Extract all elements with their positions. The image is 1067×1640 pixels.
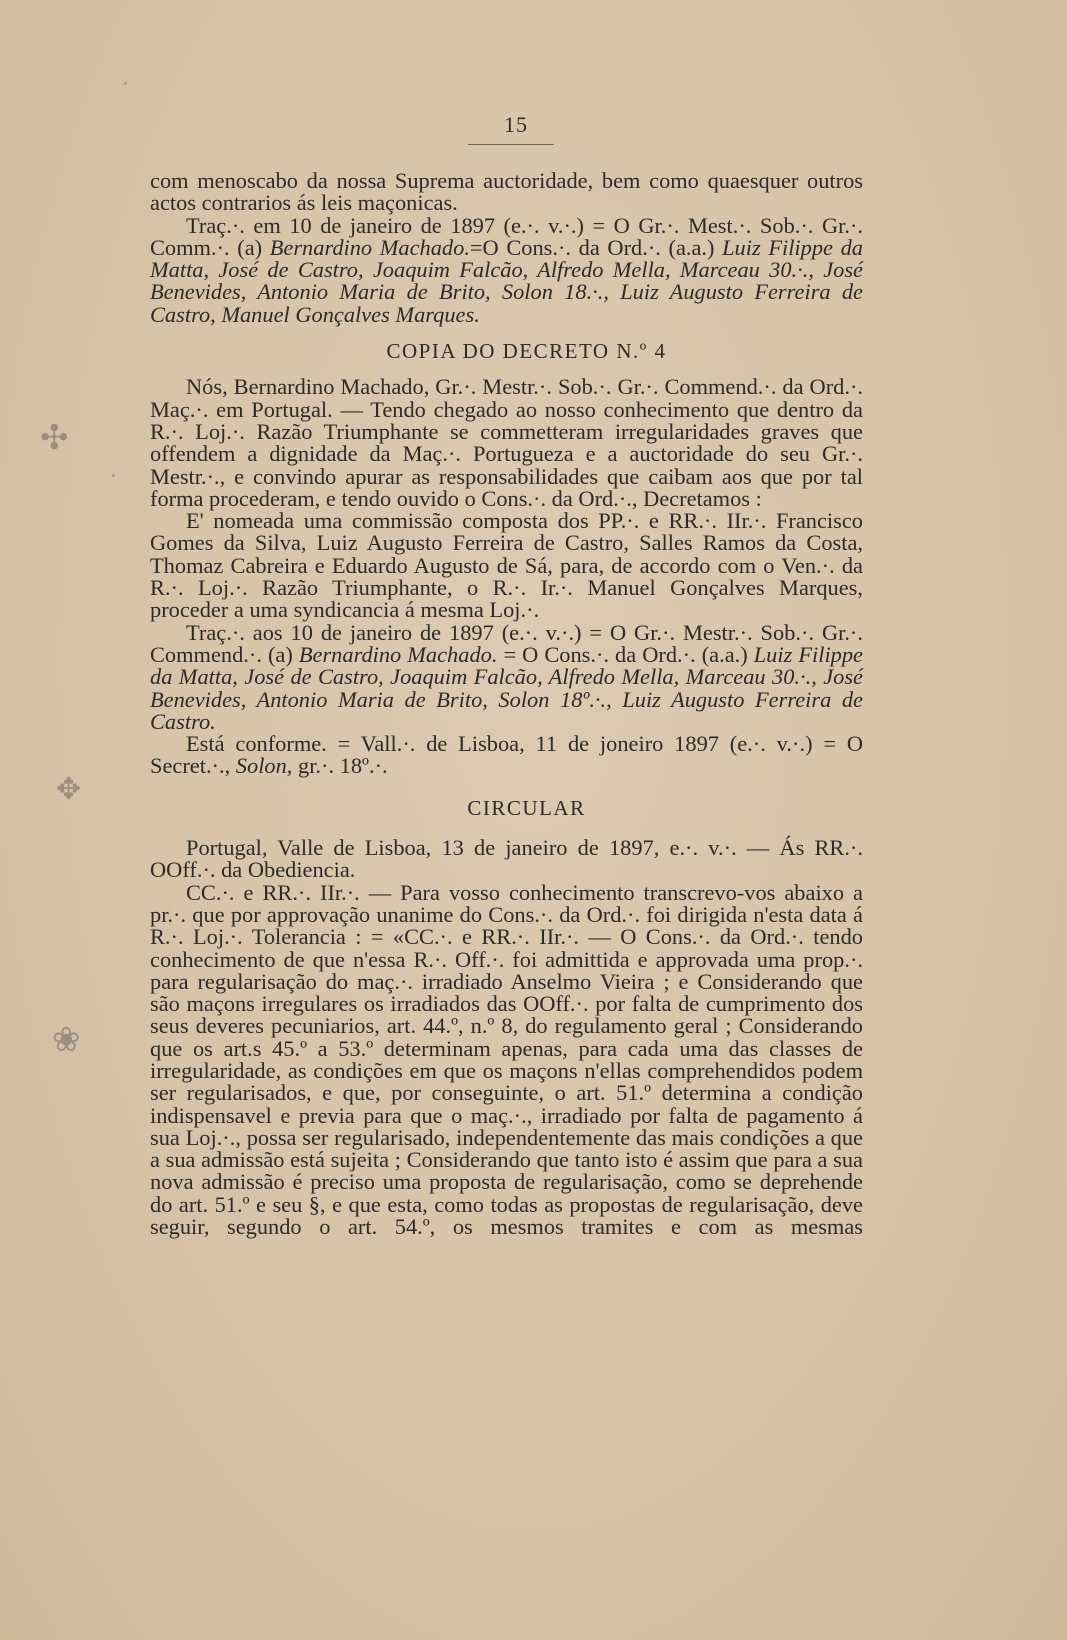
text: =O Cons.·. da Ord.·. (a.a.) [469, 234, 723, 260]
text: = O Cons.·. da Ord.·. (a.a.) [497, 641, 754, 667]
paragraph-signature-1 [150, 212, 863, 327]
page-number: 15 [504, 112, 528, 137]
paragraph-signature-2 [150, 619, 863, 734]
paragraph-attestation [150, 733, 863, 778]
text: E' nomeada uma commissão composta dos PP.·. e RR.·. IIr.·. Francisco Gomes da Silva, Luiz Augusto Ferreira de Castro, Salles Ramos da Costa, Thomaz Cabreira e Eduardo Augusto de Sá, para, de accordo com o Ven.·. da R.·. Loj.·. Razão Triumphante, o R.·. Ir.·. Manuel Gonçalves Marques, proceder a uma syndicancia á mesma Loj.·. [150, 508, 863, 623]
paragraph-continuation [150, 170, 863, 215]
text: com menoscabo da nossa Suprema auctoridade, bem como quaesquer outros actos contrarios ás leis maçonicas. [150, 168, 863, 216]
speck [124, 82, 127, 85]
speck [112, 474, 115, 477]
secretary-name: Solon, [235, 753, 293, 779]
text: Traç.·. em 10 de janeiro de 1897 (e.·. v.·.) = O Gr.·. Mest.·. Sob.·. Gr.·. Comm.·. (a) [150, 212, 863, 260]
text: gr.·. 18º.·. [292, 753, 388, 779]
text: Portugal, Valle de Lisboa, 13 de janeiro de 1897, e.·. v.·. — Ás RR.·. OOff.·. da Obediencia. [150, 835, 863, 883]
signatory-grand-master: Bernardino Machado. [269, 234, 470, 260]
text: Traç.·. aos 10 de janeiro de 1897 (e.·. v.·.) = O Gr.·. Mestr.·. Sob.·. Gr.·. Commend.·. (a) [150, 619, 863, 667]
council-signatories: Luiz Filippe da Matta, José de Castro, Joaquim Falcão, Alfredo Mella, Marceau 30.·., José Benevides, Antonio Maria de Brito, Solon 18.·., Luiz Augusto Ferreira de Castro, Manuel Gonçalves Marques. [150, 234, 863, 327]
council-signatories: Luiz Filippe da Matta, José de Castro, Joaquim Falcão, Alfredo Mella, Marceau 30.·., José Benevides, Antonio Maria de Brito, Solon 18º.·., Luiz Augusto Ferreira de Castro. [150, 641, 863, 734]
text: CC.·. e RR.·. IIr.·. — Para vosso conhecimento transcrevo-vos abaixo a pr.·. que por approvação unanime do Cons.·. da Ord.·. foi dirigida n'esta data á R.·. Loj.·. Tolerancia : = «CC.·. e RR.·. IIr.·. — O Cons.·. da Ord.·. tendo conhecimento de que n'essa R.·. Off.·. foi admittida e approvada uma prop.·. para regularisação do maç.·. irradiado Anselmo Vieira ; e Considerando que são maçons irregulares os irradiados das OOff.·. por falta de cumprimento dos seus deveres pecuniarios, art. 44.º, n.º 8, do regulamento geral ; Considerando que os art.s 45.º a 53.º determinam apenas, para cada uma das classes de irregularidade, as condições em que os maçons n'ellas comprehendidos podem ser regularisados, e que, por conseguinte, o art. 51.º determina a condição indispensavel e previa para que o maç.·., irradiado por falta de pagamento á sua Loj.·., possa ser regularisado, independentemente das mais condições a que a sua admissão está sujeita ; Considerando que tanto isto é assim que para a sua nova admissão é preciso uma proposta de regularisação, como se deprehende do art. 51.º e seu §, e que esta, como todas as propostas de regularisação, deve seguir, segundo o art. 54.º, os mesmos tramites e com as mesmas [150, 879, 863, 1240]
text: Nós, Bernardino Machado, Gr.·. Mestr.·. Sob.·. Gr.·. Commend.·. da Ord.·. Maç.·. em Portugal. — Tendo chegado ao nosso conhecimento que dentro da R.·. Loj.·. Razão Triumphante se commetteram irregularidades graves que offendem a dignidade da Maç.·. Portugueza e a auctoridade do seu Gr.·. Mestr.·., e convindo apurar as responsabilidades que caibam aos que por tal forma procederam, e tendo ouvido o Cons.·. da Ord.·., Decretamos : [150, 374, 863, 511]
text-block [150, 170, 863, 1238]
paragraph-circular-header [150, 837, 863, 882]
margin-ornament-1: ✣ [40, 420, 69, 457]
heading-circular: CIRCULAR [467, 795, 586, 820]
margin-ornament-3: ❀ [52, 1022, 81, 1059]
paragraph-decree-intro [150, 376, 863, 510]
margin-ornament-2: ✥ [56, 773, 82, 806]
paragraph-circular-body [150, 879, 863, 1240]
page-number-rule [468, 144, 554, 145]
heading-decree: COPIA DO DECRETO N.º 4 [386, 339, 667, 364]
signatory-grand-master: Bernardino Machado. [298, 641, 498, 667]
text: Está conforme. = Vall.·. de Lisboa, 11 de joneiro 1897 (e.·. v.·.) = O Secret.·., [150, 731, 863, 779]
paragraph-decree-commission [150, 510, 863, 621]
